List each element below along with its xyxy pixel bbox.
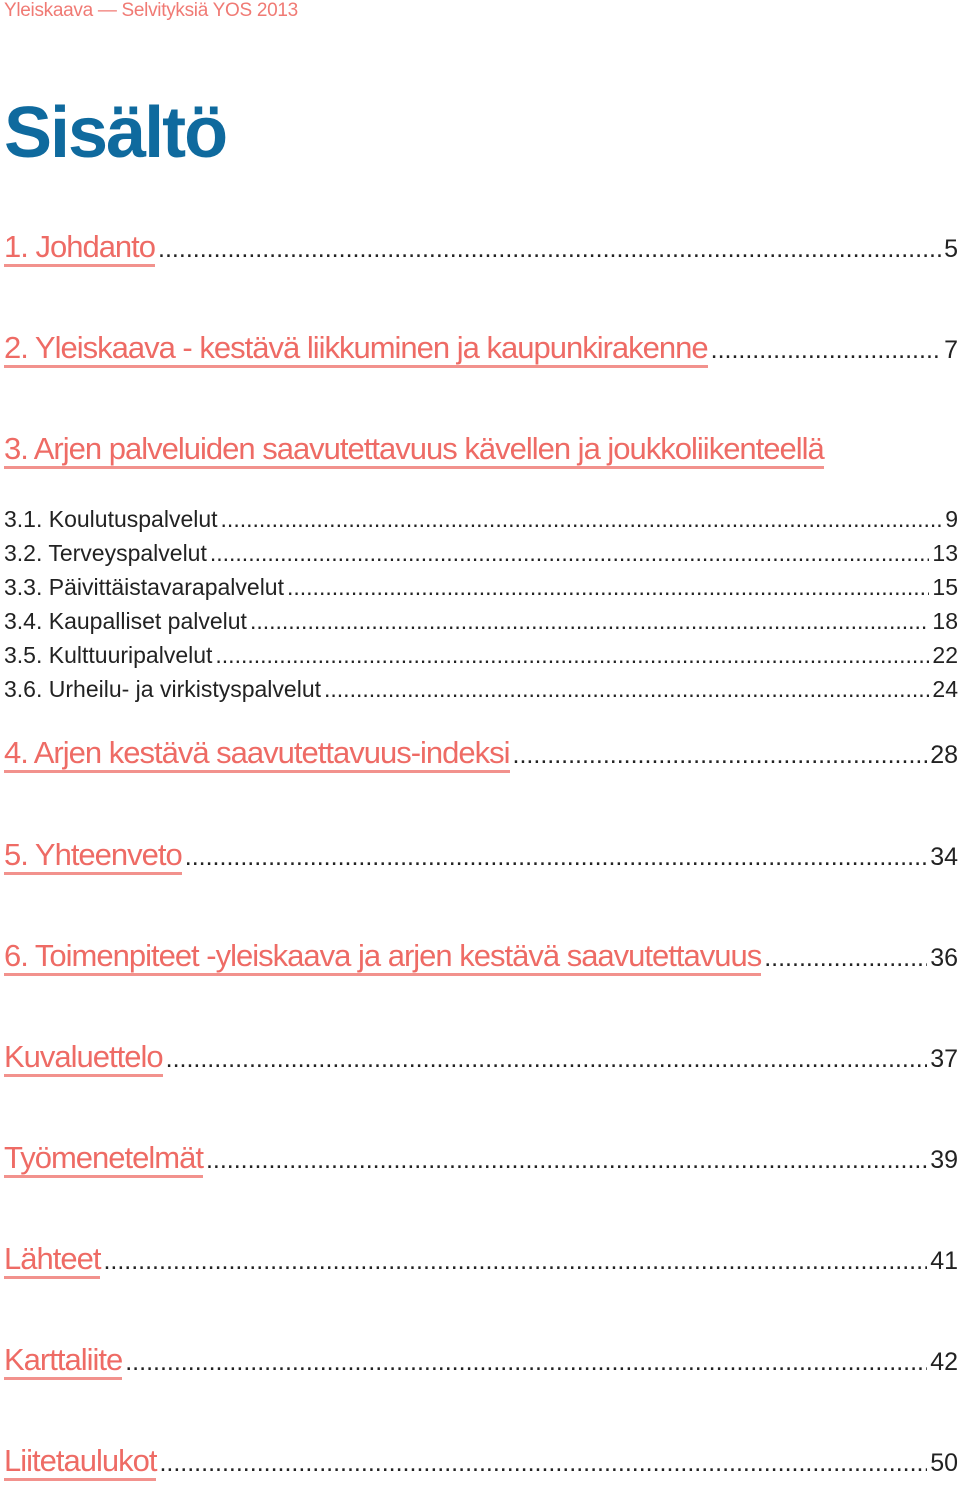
dot-leader (711, 336, 941, 365)
toc-entry-label: 3. Arjen palveluiden saavutettavuus kävellen ja joukkoliikenteellä (4, 432, 824, 469)
toc-entry-label: 3.2. Terveyspalvelut (4, 540, 207, 566)
toc-entry-label: 3.6. Urheilu- ja virkistyspalvelut (4, 676, 322, 702)
dot-leader (764, 944, 927, 973)
toc-entry-label: 2. Yleiskaava - kestävä liikkuminen ja kaupunkirakenne (4, 331, 708, 368)
toc-entry-arjen-palveluiden[interactable] (4, 432, 958, 469)
toc-entry-karttaliite[interactable] (4, 1343, 958, 1380)
dot-leader (250, 608, 929, 635)
toc-entry-label: Liitetaulukot (4, 1444, 156, 1481)
toc-entry-urheilu-ja-virkistyspalvelut[interactable] (4, 676, 958, 703)
toc-entry-saavutettavuus-indeksi[interactable] (4, 736, 958, 773)
dot-leader (206, 1146, 927, 1175)
toc-entry-label: 3.1. Koulutuspalvelut (4, 506, 218, 532)
toc-entry-tyomenetelmat[interactable] (4, 1141, 958, 1178)
toc-page-number: 41 (930, 1247, 958, 1275)
dot-leader (103, 1247, 927, 1276)
toc-entry-label: 3.4. Kaupalliset palvelut (4, 608, 247, 634)
toc-entry-kaupalliset-palvelut[interactable] (4, 608, 958, 635)
dot-leader (158, 235, 941, 264)
dot-leader (513, 741, 928, 770)
toc-entry-label: Karttaliite (4, 1343, 122, 1380)
toc-entry-liitetaulukot[interactable] (4, 1444, 958, 1481)
toc-page-number: 42 (930, 1348, 958, 1376)
toc-entry-label: 5. Yhteenveto (4, 838, 182, 875)
toc-page-number: 24 (932, 676, 958, 702)
toc-entry-kulttuuripalvelut[interactable] (4, 642, 958, 669)
toc-page-number: 15 (932, 574, 958, 600)
toc-page-number: 36 (930, 944, 958, 972)
page-title: Sisältö (4, 93, 227, 173)
dot-leader (324, 676, 929, 703)
toc-entry-yleiskaava[interactable] (4, 331, 958, 368)
toc-entry-label: Kuvaluettelo (4, 1040, 163, 1077)
toc-page-number: 7 (944, 336, 958, 364)
toc-entry-lahteet[interactable] (4, 1242, 958, 1279)
dot-leader (159, 1449, 927, 1478)
toc-page-number: 13 (932, 540, 958, 566)
toc-page-number: 50 (930, 1449, 958, 1477)
toc-entry-toimenpiteet[interactable] (4, 939, 958, 976)
toc-entry-label: 1. Johdanto (4, 230, 155, 267)
toc-entry-label: 3.5. Kulttuuripalvelut (4, 642, 213, 668)
toc-page-number: 22 (932, 642, 958, 668)
toc-entry-label: Lähteet (4, 1242, 100, 1279)
running-header: Yleiskaava — Selvityksiä YOS 2013 (4, 0, 298, 21)
dot-leader (166, 1045, 928, 1074)
toc-page-number: 39 (930, 1146, 958, 1174)
toc-entry-label: 4. Arjen kestävä saavutettavuus-indeksi (4, 736, 510, 773)
toc-entry-paivittaistavarapalvelut[interactable] (4, 574, 958, 601)
toc-entry-koulutuspalvelut[interactable] (4, 506, 958, 533)
toc-entry-kuvaluettelo[interactable] (4, 1040, 958, 1077)
toc-entry-label: Työmenetelmät (4, 1141, 203, 1178)
toc-page-number: 9 (945, 506, 958, 532)
toc-page-number: 5 (944, 235, 958, 263)
dot-leader (125, 1348, 927, 1377)
toc-page-number: 18 (932, 608, 958, 634)
toc-entry-terveyspalvelut[interactable] (4, 540, 958, 567)
dot-leader (185, 843, 927, 872)
toc-entry-yhteenveto[interactable] (4, 838, 958, 875)
toc-entry-label: 3.3. Päivittäistavarapalvelut (4, 574, 284, 600)
toc-page-number: 37 (930, 1045, 958, 1073)
toc-page-number: 34 (930, 843, 958, 871)
dot-leader (215, 642, 929, 669)
dot-leader (210, 540, 930, 567)
dot-leader (287, 574, 929, 601)
toc-entry-johdanto[interactable] (4, 230, 958, 267)
toc-page-number: 28 (930, 741, 958, 769)
toc-entry-label: 6. Toimenpiteet -yleiskaava ja arjen kestävä saavutettavuus (4, 939, 761, 976)
dot-leader (221, 506, 943, 533)
